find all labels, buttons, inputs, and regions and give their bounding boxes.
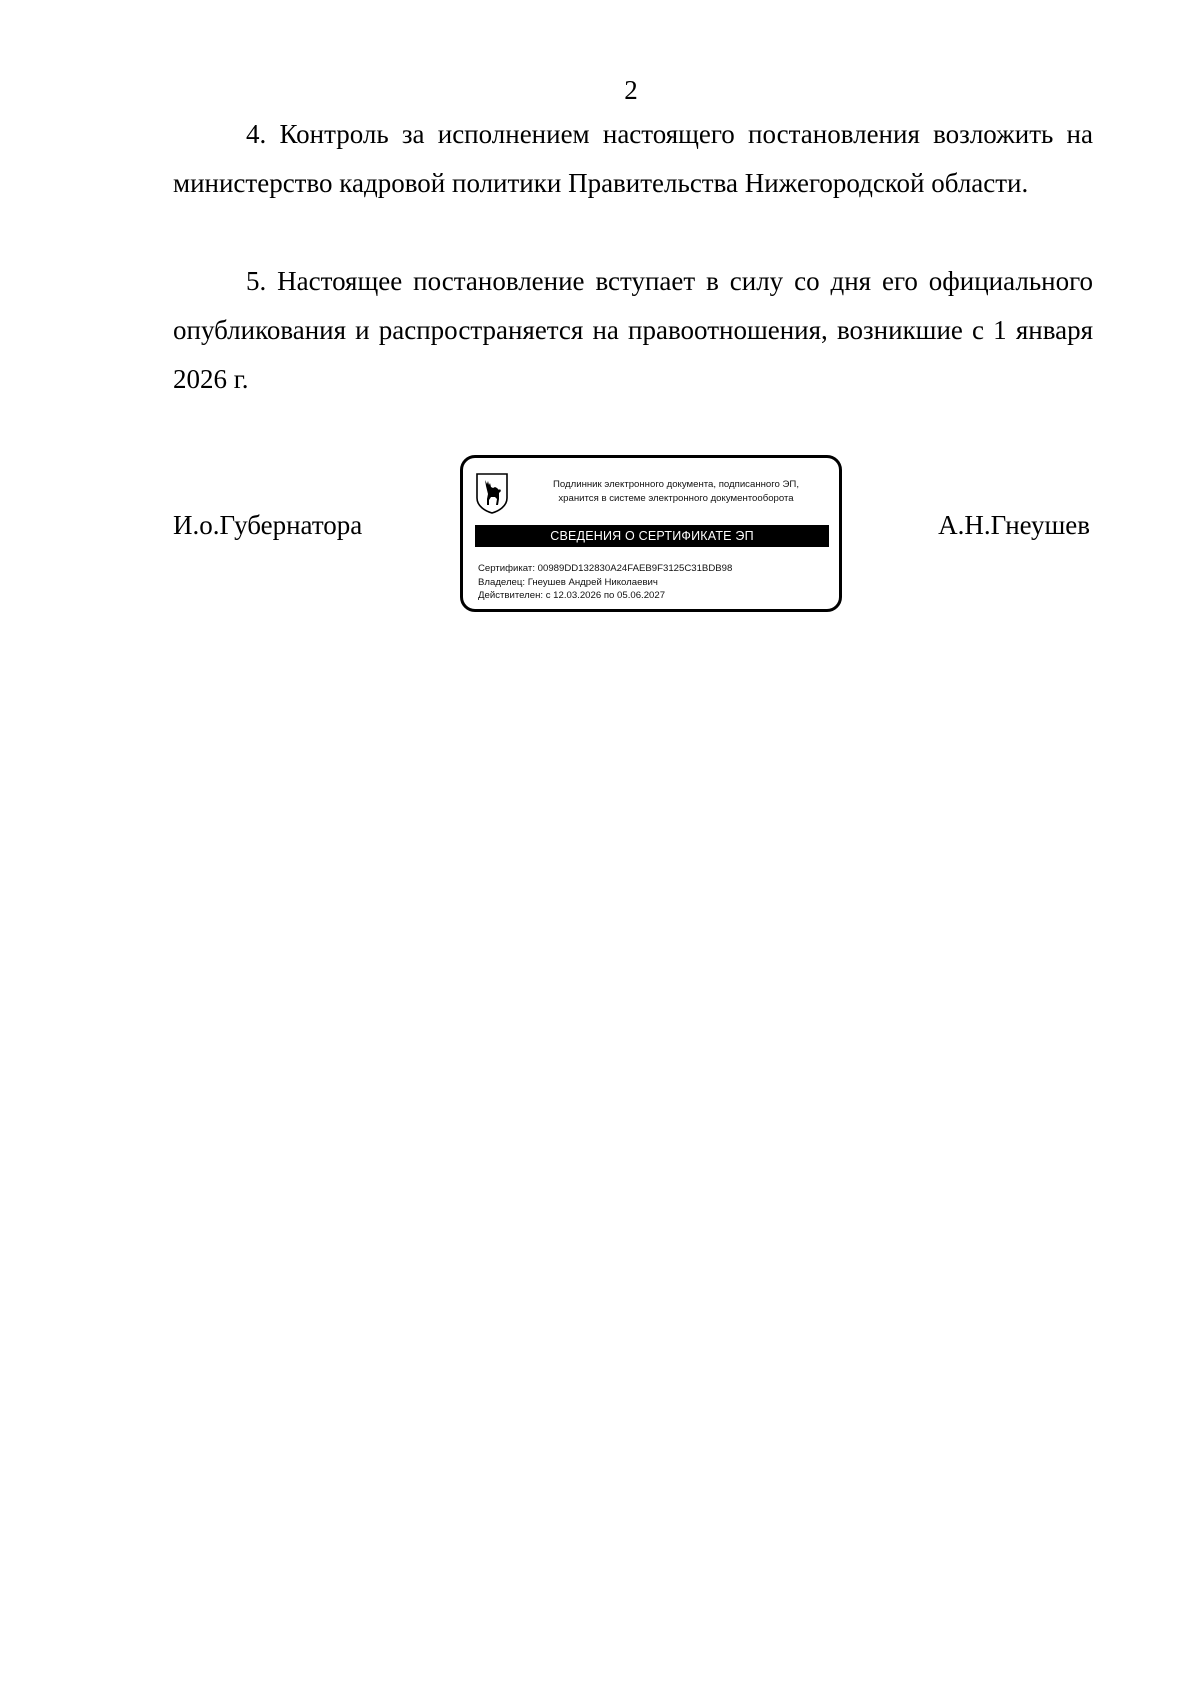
certificate-number: Сертификат: 00989DD132830A24FAEB9F3125C31BDB98 (478, 563, 733, 574)
certificate-validity: Действителен: с 12.03.2026 по 05.06.2027 (478, 590, 666, 601)
signer-name: А.Н.Гнеушев (938, 510, 1090, 540)
stamp-header-line-1: Подлинник электронного документа, подписанного ЭП, (553, 479, 799, 490)
certificate-info-title: СВЕДЕНИЯ О СЕРТИФИКАТЕ ЭП (475, 525, 829, 547)
stamp-header-line-2: хранится в системе электронного документооборота (558, 493, 794, 504)
paragraph-4-container (173, 110, 1093, 208)
coat-of-arms-icon (475, 472, 509, 514)
certificate-owner: Владелец: Гнеушев Андрей Николаевич (478, 576, 658, 588)
stamp-header (519, 478, 833, 506)
page-number: 2 (624, 75, 638, 105)
paragraph-4: 4. Контроль за исполнением настоящего постановления возложить на министерство кадровой политики Правительства Нижегородской области. (173, 119, 1093, 198)
paragraph-5-container (173, 257, 1093, 404)
electronic-signature-stamp (460, 455, 842, 612)
signer-title: И.о.Губернатора (173, 510, 363, 540)
certificate-details (478, 562, 732, 603)
paragraph-5: 5. Настоящее постановление вступает в силу со дня его официального опубликования и распространяется на правоотношения, возникшие с 1 января 2026 г. (173, 266, 1093, 394)
